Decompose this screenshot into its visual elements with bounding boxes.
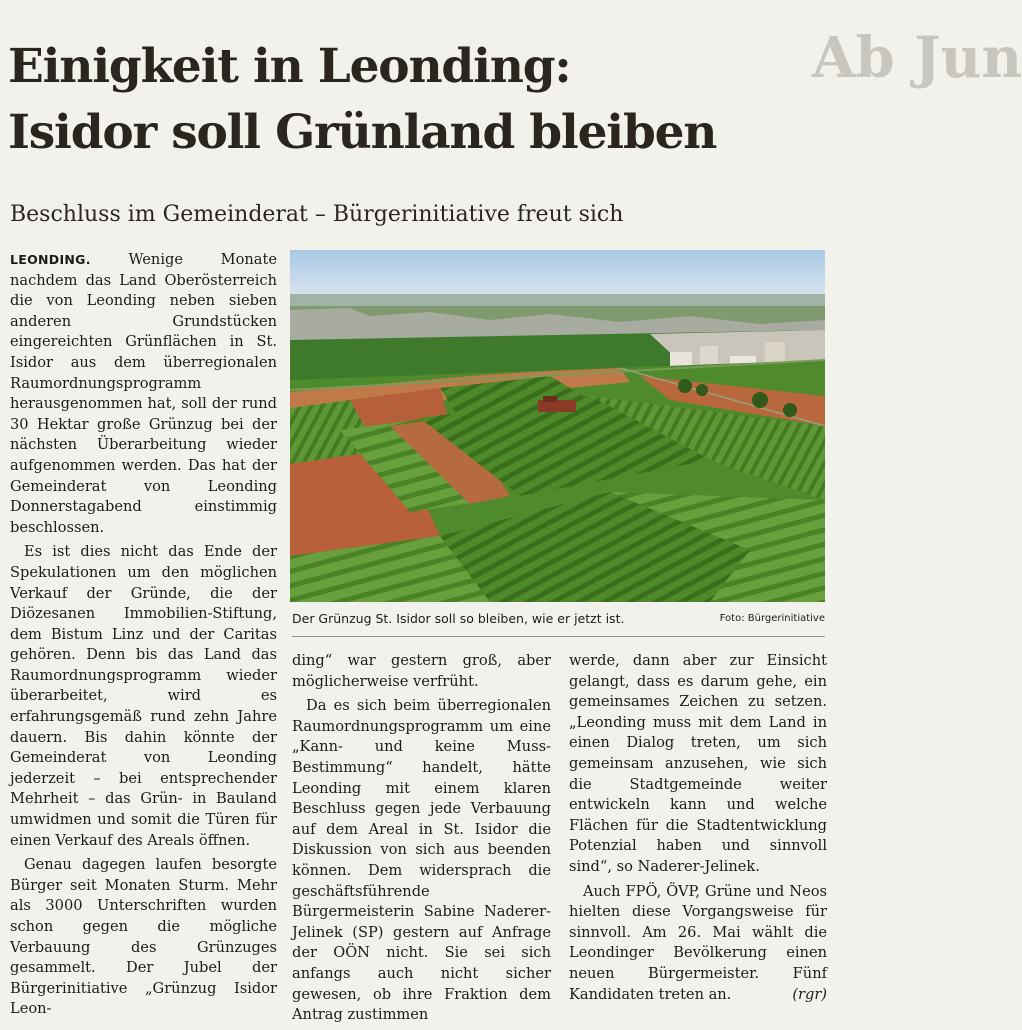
dateline: LEONDING.	[10, 252, 91, 267]
photo-credit: Foto: Bürgerinitiative	[719, 613, 825, 624]
paragraph-3-start: Genau dagegen laufen besorgte Bürger seit Monaten Sturm. Mehr als 3000 Unterschriften wurden schon gegen die mögliche Verbauung des Grünzuges gesammelt. Der Jubel der Bürgerinitiative „Grünzug Isidor Leon-	[10, 856, 277, 1018]
paragraph-1: Wenige Monate nachdem das Land Oberösterreich die von Leonding neben sieben anderen Grundstücken eingereichten Grünflächen in St. Isidor aus dem überregionalen Raumordnungsprogramm herausgenommen hat, soll der rund 30 Hektar große Grünzug bei der nächsten Überarbeitung wieder aufgenommen werden. Das hat der Gemeinderat von Leonding Donnerstagabend einstimmig beschlossen.	[10, 251, 277, 536]
article-column-1	[10, 250, 277, 1018]
subheadline: Beschluss im Gemeinderat – Bürgerinitiative freut sich	[10, 202, 624, 227]
paragraph-5	[569, 882, 827, 1006]
photo-caption-row	[292, 609, 825, 629]
adjacent-article-headline: Ab Jun	[812, 25, 1022, 91]
lead-paragraph	[10, 250, 277, 538]
paragraph-4-end: werde, dann aber zur Einsicht gelangt, dass es darum gehe, ein gemeinsames Zeichen zu setzen. „Leonding muss mit dem Land in einen Dialog treten, um sich gemeinsam anzusehen, wie sich die Stadtgemeinde weiter entwickeln kann und welche Flächen für die Stadtentwicklung Potenzial haben und sinnvoll sind“, so Naderer-Jelinek.	[569, 652, 827, 875]
author-initials: (rgr)	[792, 985, 827, 1003]
aerial-photo-green-belt	[290, 250, 825, 602]
caption-divider	[292, 636, 825, 637]
headline-line-2: Isidor soll Grünland bleiben	[8, 105, 717, 160]
paragraph-2: Es ist dies nicht das Ende der Spekulationen um den möglichen Verkauf der Gründe, die der Diözesanen Immobilien-Stiftung, dem Bistum Linz und der Caritas gehören. Denn bis das Land das Raumordnungsprogramm wieder überarbeitet, wird es erfahrungsgemäß rund zehn Jahre dauern. Bis dahin könnte der Gemeinderat von Leonding jederzeit – bei entsprechender Mehrheit – das Grün- in Bauland umwidmen und somit die Türen für einen Verkauf des Areals öffnen.	[10, 543, 277, 849]
paragraph-5-text: Auch FPÖ, ÖVP, Grüne und Neos hielten diese Vorgangsweise für sinnvoll. Am 26. Mai wählt die Leondinger Bevölkerung einen neuen Bürgermeister. Fünf Kandidaten treten an.	[569, 882, 827, 1003]
aerial-photo-illustration	[290, 250, 825, 602]
article-column-2	[292, 651, 551, 1024]
paragraph-4-start: Da es sich beim überregionalen Raumordnungsprogramm um eine „Kann- und keine Muss-Bestimmung“ handelt, hätte Leonding mit einem klaren Beschluss gegen jede Verbauung auf dem Areal in St. Isidor die Diskussion von sich aus beenden können. Dem widersprach die geschäftsführende Bürgermeisterin Sabine Naderer-Jelinek (SP) gestern auf Anfrage der OÖN nicht. Sie sei sich anfangs auch nicht sicher gewesen, ob ihre Fraktion dem Antrag zustimmen	[292, 697, 551, 1024]
article-column-3	[569, 651, 827, 1011]
headline-line-1: Einigkeit in Leonding:	[8, 39, 571, 94]
photo-caption: Der Grünzug St. Isidor soll so bleiben, wie er jetzt ist.	[292, 611, 625, 626]
paragraph-3-end: ding“ war gestern groß, aber möglicherweise verfrüht.	[292, 652, 551, 690]
headline	[8, 34, 808, 166]
